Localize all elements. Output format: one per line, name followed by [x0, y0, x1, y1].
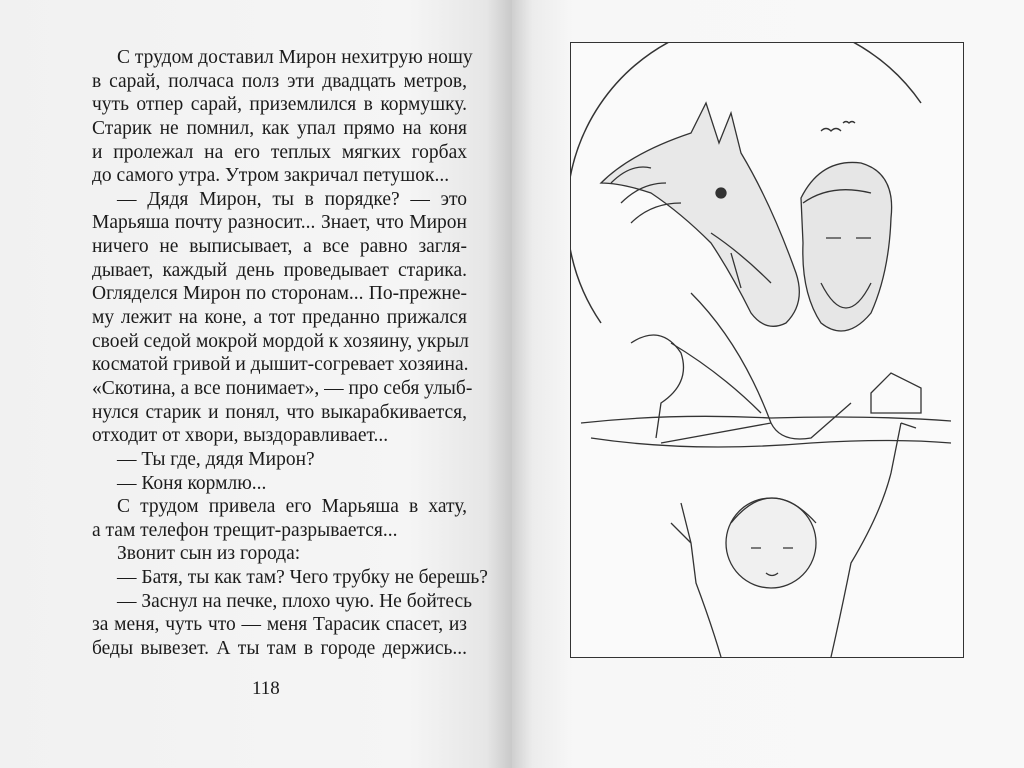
text-line: нулся старик и понял, что выкарабкивается,	[92, 401, 467, 423]
text-line: в сарай, полчаса полз эти двадцать метров,	[92, 70, 467, 92]
text-line: — Заснул на печке, плохо чую. Не бойтесь	[117, 590, 473, 612]
text-line: своей седой мокрой мордой к хозяину, укрыл	[92, 330, 469, 352]
text-line: отходит от хвори, выздоравливает...	[92, 425, 389, 447]
text-line: ничего не выписывает, а все равно загля-	[92, 236, 467, 258]
horse-head	[601, 103, 799, 326]
text-line: Старик не помнил, как упал прямо на коня	[92, 117, 467, 139]
text-line: — Дядя Мирон, ты в порядке? — это	[117, 188, 467, 210]
page-number: 118	[252, 678, 280, 699]
text-line: С трудом доставил Мирон нехитрую ношу	[117, 47, 473, 68]
birds-icon	[821, 122, 855, 132]
village-landscape	[581, 335, 951, 447]
boy-figure	[671, 423, 916, 657]
text-line: дывает, каждый день проведывает старика.	[92, 259, 467, 281]
text-line: косматой гривой и дышит-согревает хозяина.	[92, 354, 469, 376]
illustration	[570, 42, 964, 658]
text-line: чуть отпер сарай, приземлился в кормушку.	[92, 94, 467, 116]
text-line: Огляделся Мирон по сторонам... По-прежне-	[92, 283, 467, 305]
text-line: за меня, чуть что — меня Тарасик спасет, из	[92, 614, 467, 636]
text-line: беды вывезет. А ты там в городе держись...	[92, 638, 467, 660]
text-line: — Ты где, дядя Мирон?	[117, 448, 315, 470]
text-line: «Скотина, а все понимает», — про себя улыб-	[92, 377, 473, 399]
text-line: му лежит на коне, а тот преданно прижался	[92, 307, 467, 329]
text-line: С трудом привела его Марьяша в хату,	[117, 496, 467, 518]
old-man-portrait	[801, 162, 892, 331]
text-line: — Коня кормлю...	[117, 472, 267, 494]
illustration-drawing	[571, 43, 963, 657]
text-line: и пролежал на его теплых мягких горбах	[92, 141, 467, 163]
text-line: — Батя, ты как там? Чего трубку не берешь?	[117, 567, 488, 589]
text-line: а там телефон трещит-разрывается...	[92, 519, 398, 541]
text-line: до самого утра. Утром закричал петушок...	[92, 165, 450, 187]
right-page	[512, 0, 1024, 768]
body-text	[92, 46, 488, 661]
text-line: Звонит сын из города:	[117, 543, 301, 565]
text-line: Марьяша почту разносит... Знает, что Мирон	[92, 212, 467, 234]
